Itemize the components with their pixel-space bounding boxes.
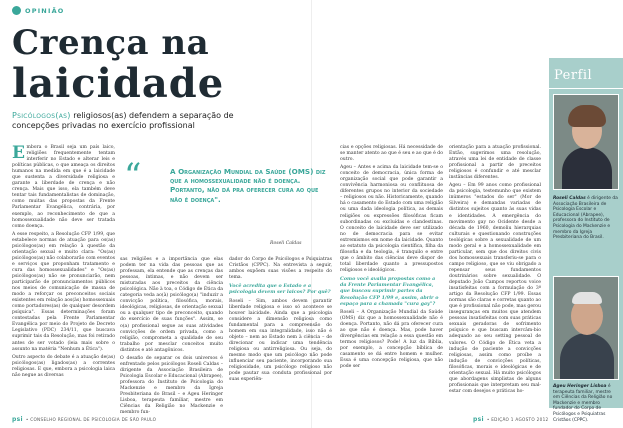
- pull-quote-author: Roseli Caldas: [270, 241, 302, 246]
- portrait-photo-ageu: [553, 276, 619, 380]
- paragraph: cias e opções religiosas. Há necessidade de se manter atento ao que é seu e ao que é do outro.: [340, 145, 443, 163]
- body-column-5: [449, 145, 541, 397]
- pull-quote-text: A Organização Mundial da Saúde (OMS) diz que a homossexualidade não é doença. Portanto, não dá pra oferecer cura ao que não é doença".: [170, 167, 326, 204]
- sidebar-divider: [549, 88, 623, 89]
- interview-question: Você acredita que o Estado e a psicologia devem ser laicos? Por quê?: [229, 283, 331, 296]
- section-label: OPINIÃO: [25, 6, 65, 15]
- paragraph: orientação para a atuação profissional. Então, sugerimos uma resolução, através uma lei de entidade de classe profissional a partir de preceitos religiosos é confundir e até mesclar instâncias diferentes.: [449, 145, 541, 181]
- photo-hair-shape: [572, 292, 602, 304]
- subtitle-rest: religiosos(as) defendem a separação de concepções privadas no exercício profissional: [12, 111, 234, 131]
- paragraph: Ageu – Antes e acima da laicidade tem-se o conceito de democracia, única forma de organização social que pode garantir a convivência harmoniosa ou conflituosa de diferentes grupos no interior da sociedade – religiosos ou não. Historicamente, quando há o casamento do Estado com uma religião ou uma dada ideologia política, as demais religiões ou expressões filosóficas ficam subordinadas ou excluídas e clandestinas. O conceito de laicidade deve ser utilizado no de democracia para se evitar extremismos em nome da laicidade. Quanto ao estatuto da psicologia científica, filha da filosofia e da teologia, é tranquilo e entre que o âmbito das ciências deve dispor de total liberdade quanto a pressupostos religiosos e ideológicos.: [340, 165, 443, 273]
- footer-right: [473, 416, 549, 423]
- portrait-photo-roseli: [553, 94, 619, 190]
- page-footer: [0, 412, 623, 428]
- body-column-1: [12, 142, 115, 381]
- footer-brand-left: psi: [12, 416, 23, 423]
- photo-hair-shape: [568, 105, 606, 127]
- interview-question: Como você avalia propostas como a da Frente Parlamentar Evangélica, que buscou suprimir partes da Resolução CFP 1/99 e, assim, abrir o espaço para a chamada "cura gay"?: [340, 275, 439, 307]
- drop-cap: E: [12, 142, 25, 163]
- footer-left: [12, 416, 156, 423]
- body-column-4: [340, 145, 443, 372]
- article-subtitle: [12, 111, 242, 132]
- profile-caption-roseli: [553, 196, 619, 241]
- article-title-line-1: Crença na: [12, 23, 210, 63]
- article-title-line-2: laicidade: [12, 60, 225, 107]
- paragraph: O desafio de separar os dois universos é enfrentado pelos psicólogos Roseli Caldas – dirigente da Associação Brasileira de Psicologia Escolar e Educacional (Abrapee), professora do Instituto de Psicologia do Mackenzie e membro da Igreja Presbiteriana do Brasil – e Ageu Heringer Lisboa, terapeuta familiar, mestre em Ciências da Religião no Mackenzie e membro fun-: [120, 355, 223, 416]
- caption-text: é terapeuta familiar, mestre em Ciências da Religião no Mackenzie e membro fundador do Corpo de Psicólogos e Psiquiatras Cristãos (CPPC).: [553, 384, 613, 423]
- section-tag: [12, 6, 65, 15]
- subtitle-lead: Psicólogos(as): [12, 111, 71, 120]
- paragraph: Ageu – Em 99 anos como profissional da psicologia, testemunho que existem inúmeros "estados do ser" (Mor de Silveira) e demandas variadas de distintos sujeitos quanto às suas vidas e identidades. A emergência do movimento gay no Ocidente desde a década de 1960, demoliu hierarquias culturais e questionando construções teológicas sobre a sexualidade de um modo geral e a homossexualidade em particular, sem que dos direitos civis dos homossexuais transferiu-se para o campo religioso, que se viu obrigado a repensar seus fundamentos doutrinários sobre sexualidade. O deputado João Campos reportou voice insatisfeitas com a formulação do 3º artigo da Resolução CFP 1/99. Essas normas são claras e corretas quanto ao que é profissional não pode, mas gerou inseguranças em muitos que atendem pessoas insatisfeitas com suas práticas sexuais geradoras de sofrimento psíquico e que buscam intercâm-bio adequado ao seu setting pessoal de valores. O Código de Ética veta a indução de paciente a convicções religiosas, assim como proíbe a indução de convicções políticas, filosóficas, morais e ideológicas e de orientação sexual. Há muito psicólogos que abordagens simplistas de alguns profissionais que interpretam seu mal-estar com desejos e práticas ho-: [449, 183, 541, 394]
- caption-name: Roseli Caldas: [553, 196, 586, 201]
- paragraph: Roseli – Sim, ambos devem garantir liberdade religiosa e isso só acontece se houver laicidade. Ainda que a psicologia considere a dimensão religiosa como fundamental para a compreensão do homem em sua integralidade, isso não é objeto – nem ao Estado nem à ciência – de direcionar ou indicar uma tendência religiosa ou antirreligiosa. Ou seja, do mesmo modo que um psicólogo não pode influenciar seu paciente, incorporando sua religiosidade, um psicólogo religioso não pode pautar sua conduta profissional por suas experiên-: [229, 298, 332, 383]
- paragraph-text: mbora o Brasil seja um país laico, religiões frequentemente tentam interferir no Estado e alterar leis e políticas públicas, o que ameaça os direitos humanos na medida em que é a laicidade que sustenta a diversidade religiosa e garante a liberdade de crença e não crença. Mais que isso, ela também deve tentar tais fundamentalistas de dominação, como muitas das propostas da Frente Parlamentar Evangélica, contrária, por exemplo, ao reconhecimento de que a homossexualidade não deve ser tratada como doença.: [12, 145, 115, 229]
- paragraph: Roseli – A Organização Mundial da Saúde (OMS) diz que a homossexualidade não é doença. Portanto, não dá pra oferecer cura ao que não é doença. Mas, pode haver divergências em relação a essa questão em termos religiosos? Pode! A luz da Bíblia, por exemplo, a concepção bíblica de casamento se dá entre homem e mulher. Essa é uma concepção religiosa, que não pode ser: [340, 310, 443, 370]
- sidebar-title: Perfil: [554, 68, 593, 83]
- body-column-2: [120, 257, 223, 418]
- paragraph: dador do Corpo de Psicólogos e Psiquiatras Cristãos (CPPC). Na entrevista a seguir, ambos expõem suas visões a respeito do tema.: [229, 257, 332, 281]
- footer-text-right: • EDIÇÃO 1 AGOSTO 2012: [486, 417, 549, 422]
- paragraph: sas religiões e a importância que elas podem ter na vida das pessoas que as professam, ela entende que as crenças das pessoas, íntimas, e não devem ser misturadas aos preceitos da ciência psicológica. Não à toa, o Código de Ética da categoria veda ao(à) psicólogo(a) "induzir a convicção política, filosófica, morais, ideológicas, religiosas, de orientação sexual ou a qualquer tipo de preconceito, quando do exercício de suas funções". Assim, se o(a) profissional segue as suas atividades convicções de ordem privada, como a religião, comprometa a qualidade de seu trabalho por mesclar conceitos muito distintos e até antagônicos.: [120, 257, 223, 353]
- footer-brand-right: psi: [473, 416, 484, 423]
- photo-body-shape: [562, 147, 612, 190]
- body-column-3: [229, 257, 332, 385]
- footer-text-left: • CONSELHO REGIONAL DE PSICOLOGIA DE SÃO PAULO: [25, 417, 157, 422]
- pull-quote: [120, 157, 332, 251]
- photo-body-shape: [560, 333, 614, 380]
- caption-text: é dirigente da Associação Brasileira de Psicologia Escolar e Educacional (Abrapee), professora do Instituto de Psicologia do Mackenzie e membro da Igreja Presbiteriana do Brasil.: [553, 196, 618, 241]
- paragraph: [12, 142, 115, 230]
- caption-name: Ageu Heringer Lisboa: [553, 384, 607, 389]
- paragraph: A esse respeito, a Resolução CFP 1/99, que estabelece normas de atuação para os(as) psicólogos(as) em relação à questão da orientação sexual e muito clara: "Os(as) psicólogos(as) não colaborarão com eventos e serviços que proponham tratamento e cura das homossexualidades" e "Os(as) psicólogos(as) não se pronunciarão, nem participarão de pronunciamentos públicos nos meios de comunicação de massa de modo a reforçar os preconceitos sociais existentes em relação aos(às) homossexuais como portadores(as) de qualquer desordem psíquica". Essas determinações foram contestadas pela Frente Parlamentar Evangélica por meio do Projeto de Decreto Legislativo (PDC) 234/11, que buscava suprimir tais da Resolução, mas foi retirado antes de ser votado (leia mais sobre o assunto na matéria "Nenhum a Ética").: [12, 231, 115, 352]
- quote-mark-icon: “: [124, 156, 142, 196]
- section-dot-icon: [12, 6, 21, 15]
- paragraph: Outro aspecto do debate é a atuação de(as) psicólogos(as) ligados(as) a correntes religiosas. E que, embora a psicologia laica não negue as diversas: [12, 354, 115, 378]
